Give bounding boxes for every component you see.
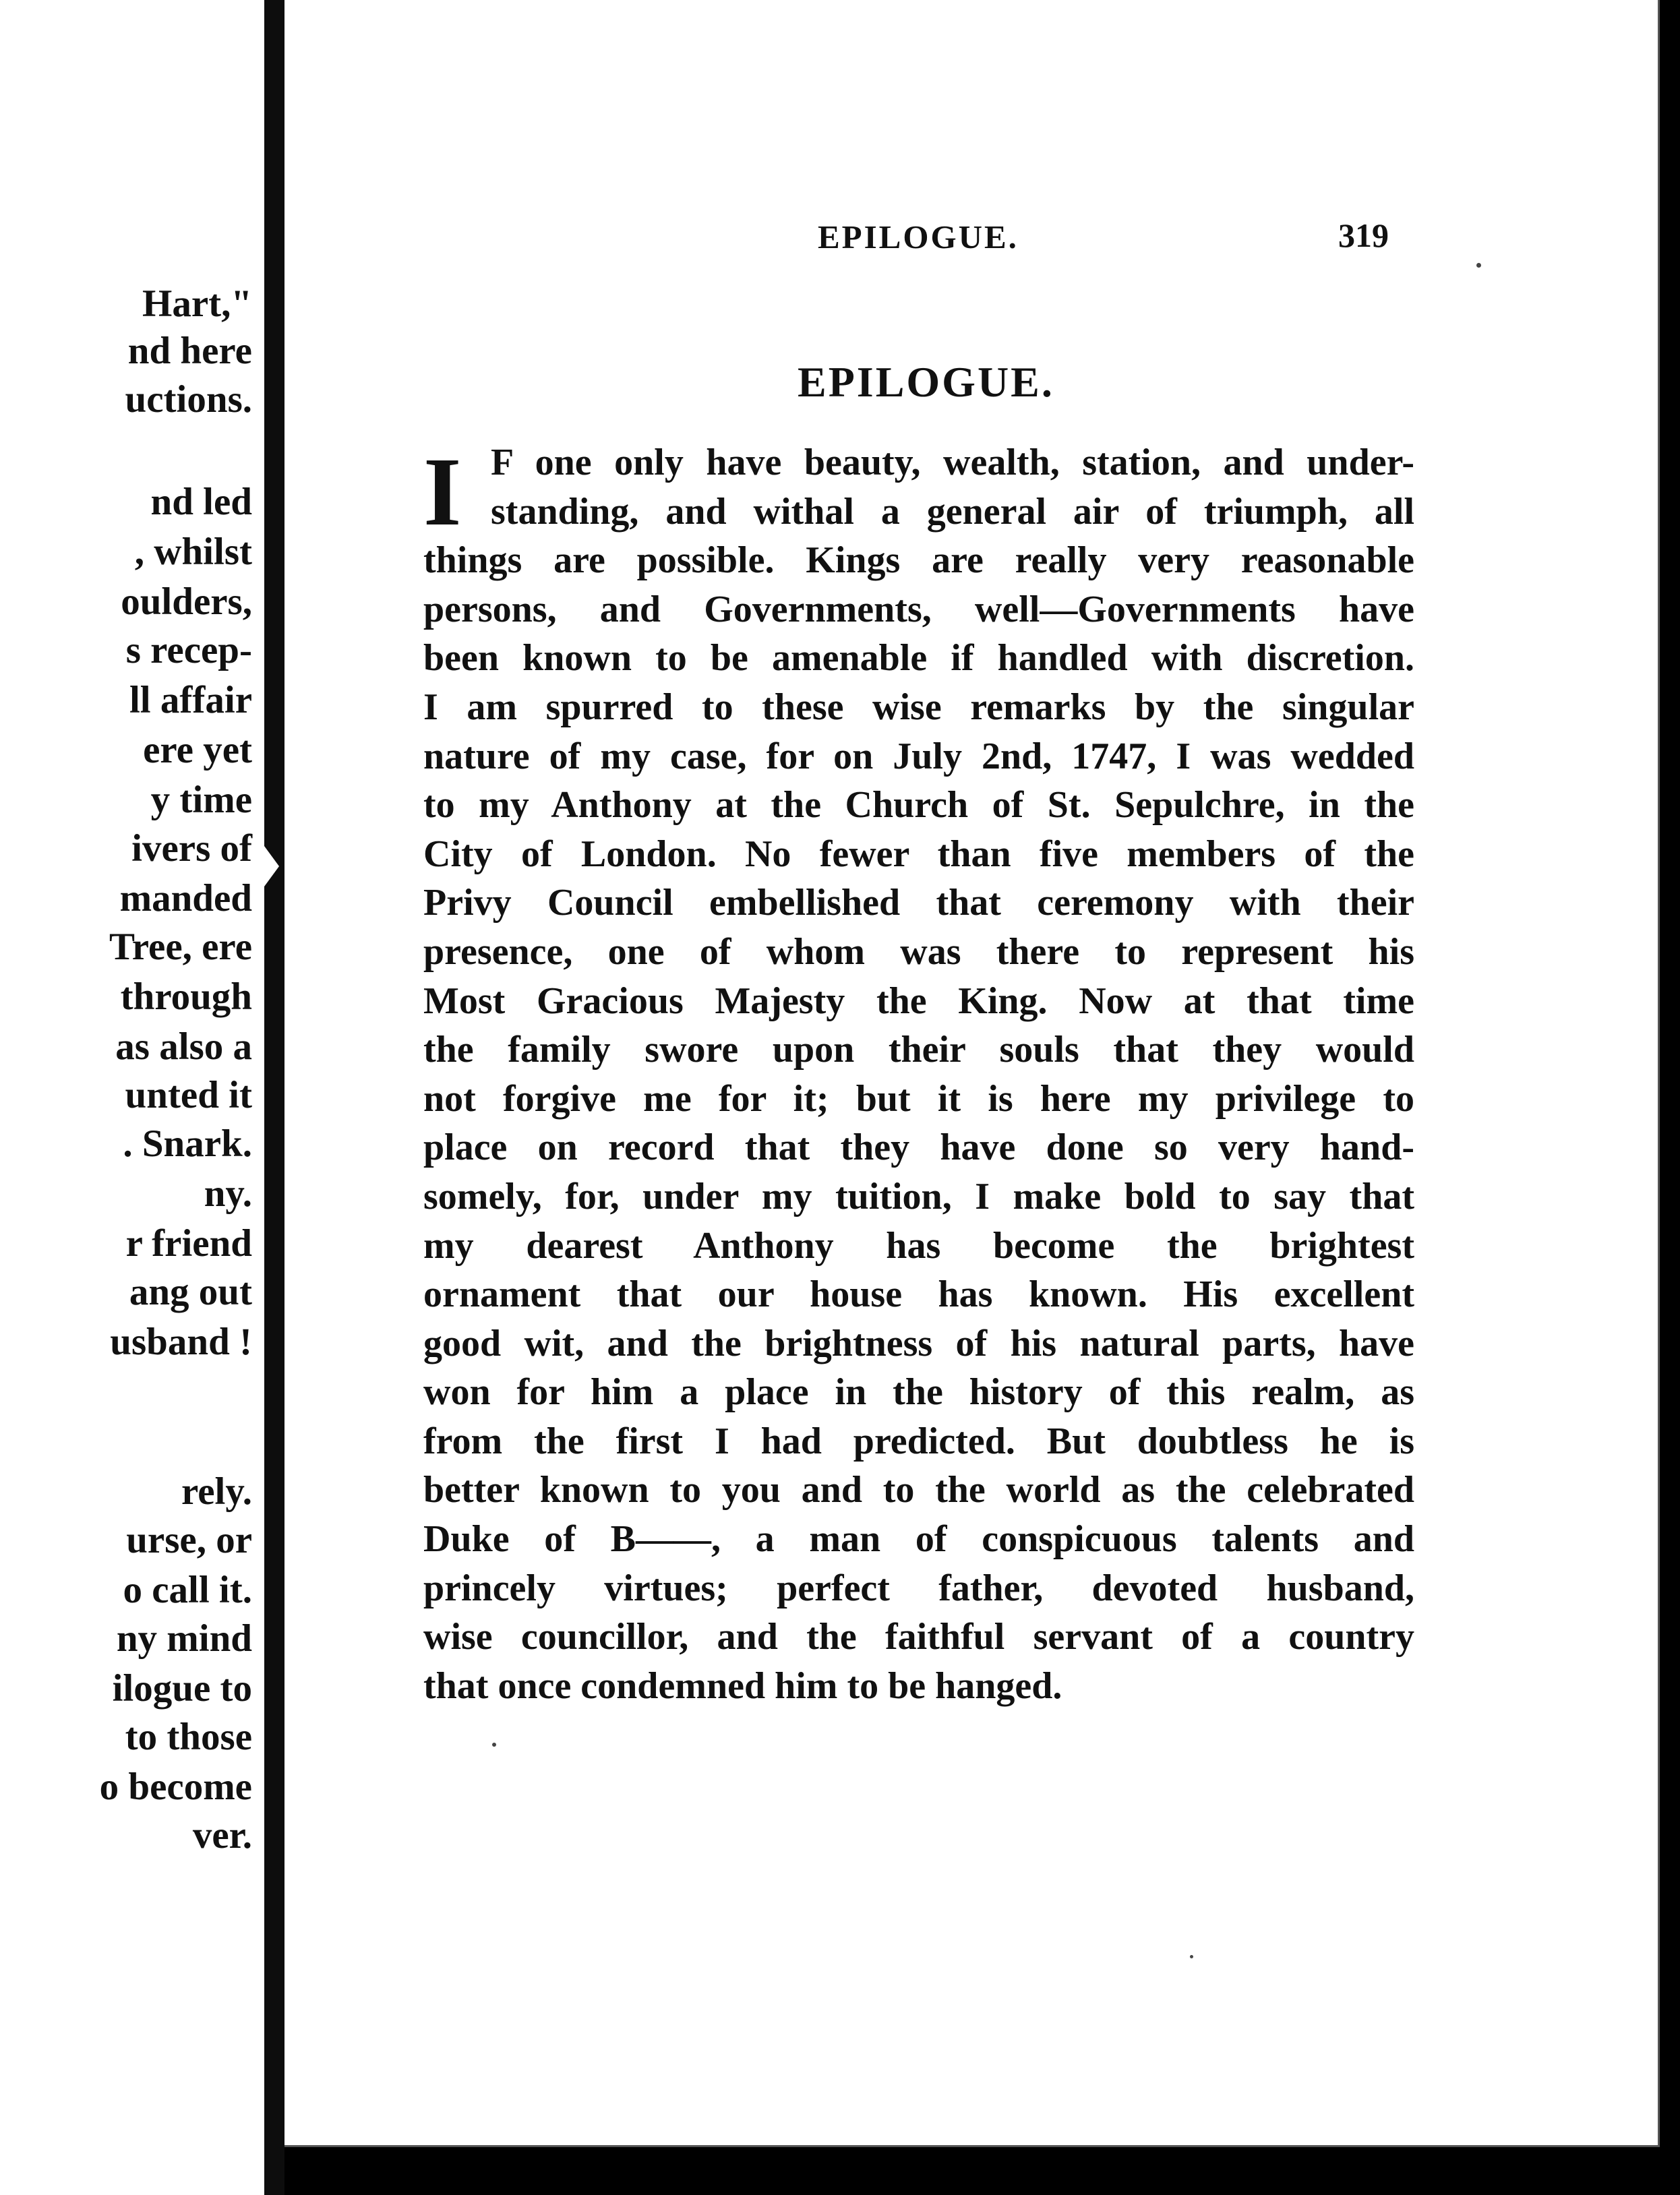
drop-cap: I — [423, 438, 462, 546]
body-line: Duke of B——, a man of conspicuous talents and — [423, 1518, 1414, 1561]
left-page-line: ang out — [129, 1271, 252, 1313]
left-page-line: rely. — [181, 1470, 252, 1513]
body-line: not forgive me for it; but it is here my privilege to — [423, 1077, 1414, 1120]
left-page-line: to those — [125, 1716, 252, 1758]
left-page-line: through — [120, 975, 252, 1018]
body-line: won for him a place in the history of this realm, as — [423, 1371, 1414, 1414]
paper-speck — [1190, 1955, 1193, 1958]
left-page-line: . Snark. — [123, 1122, 252, 1165]
left-page-line: ny mind — [116, 1617, 252, 1660]
left-page-line: o become — [99, 1766, 252, 1808]
body-line: presence, one of whom was there to represent his — [423, 930, 1414, 973]
left-page-line: unted it — [125, 1074, 252, 1116]
body-line: place on record that they have done so very hand- — [423, 1126, 1414, 1169]
body-line: I am spurred to these wise remarks by the singular — [423, 686, 1414, 728]
epilogue-body — [423, 438, 1414, 1710]
left-page-line: y time — [150, 779, 252, 821]
body-line: to my Anthony at the Church of St. Sepulchre, in the — [423, 784, 1414, 826]
left-page-fragment — [0, 0, 264, 2195]
left-page-line: nd here — [127, 330, 252, 372]
left-page-line: ivers of — [131, 827, 252, 870]
left-page-line: nd led — [150, 481, 252, 523]
left-page-line: usband ! — [110, 1321, 252, 1363]
left-page-line: ilogue to — [112, 1667, 252, 1710]
body-line: City of London. No fewer than five members of the — [423, 833, 1414, 875]
left-page-line: as also a — [115, 1025, 252, 1068]
paper-speck — [1476, 263, 1481, 268]
left-page-line: oulders, — [121, 580, 252, 623]
body-line: good wit, and the brightness of his natural parts, have — [423, 1322, 1414, 1364]
left-page-line: Hart," — [142, 282, 252, 325]
body-line: the family swore upon their souls that they would — [423, 1029, 1414, 1071]
body-line: wise councillor, and the faithful servant of a country — [423, 1616, 1414, 1658]
body-line: persons, and Governments, well—Governments have — [423, 588, 1414, 630]
body-line: F one only have beauty, wealth, station, and under- — [491, 442, 1414, 483]
body-line: from the first I had predicted. But doubtless he is — [423, 1420, 1414, 1462]
left-page-line: ll affair — [129, 679, 252, 721]
left-page-line: , whilst — [134, 531, 252, 573]
page-number: 319 — [1338, 216, 1389, 254]
body-line: been known to be amenable if handled with discretion. — [423, 637, 1414, 680]
body-line: nature of my case, for on July 2nd, 1747, I was wedded — [423, 735, 1414, 777]
left-page-line: ver. — [192, 1814, 252, 1857]
left-page-line: o call it. — [123, 1569, 252, 1611]
body-line: princely virtues; perfect father, devoted husband, — [423, 1567, 1414, 1609]
body-line: things are possible. Kings are really very reasonable — [423, 539, 1414, 582]
left-page-line: ny. — [204, 1172, 252, 1215]
left-page-line: uctions. — [125, 378, 252, 421]
body-line: Most Gracious Majesty the King. Now at that time — [423, 980, 1414, 1022]
left-page-line: manded — [119, 877, 252, 920]
left-page-line: r friend — [125, 1222, 252, 1265]
body-line: standing, and withal a general air of triumph, all — [491, 490, 1414, 533]
body-line: Privy Council embellished that ceremony with their — [423, 882, 1414, 924]
body-line: my dearest Anthony has become the brightest — [423, 1224, 1414, 1267]
book-gutter — [264, 0, 284, 2195]
body-line: that once condemned him to be hanged. — [423, 1664, 1062, 1707]
running-title: EPILOGUE. — [818, 218, 1019, 255]
body-line: ornament that our house has known. His excellent — [423, 1273, 1414, 1316]
chapter-heading: EPILOGUE. — [798, 358, 1054, 406]
left-page-line: Tree, ere — [109, 926, 252, 968]
paper-speck — [492, 1743, 496, 1747]
body-line: better known to you and to the world as the celebrated — [423, 1469, 1414, 1511]
body-line: somely, for, under my tuition, I make bold to say that — [423, 1175, 1414, 1217]
left-page-line: ere yet — [143, 729, 252, 771]
left-page-line: urse, or — [126, 1519, 252, 1561]
left-page-line: s recep- — [125, 629, 252, 671]
